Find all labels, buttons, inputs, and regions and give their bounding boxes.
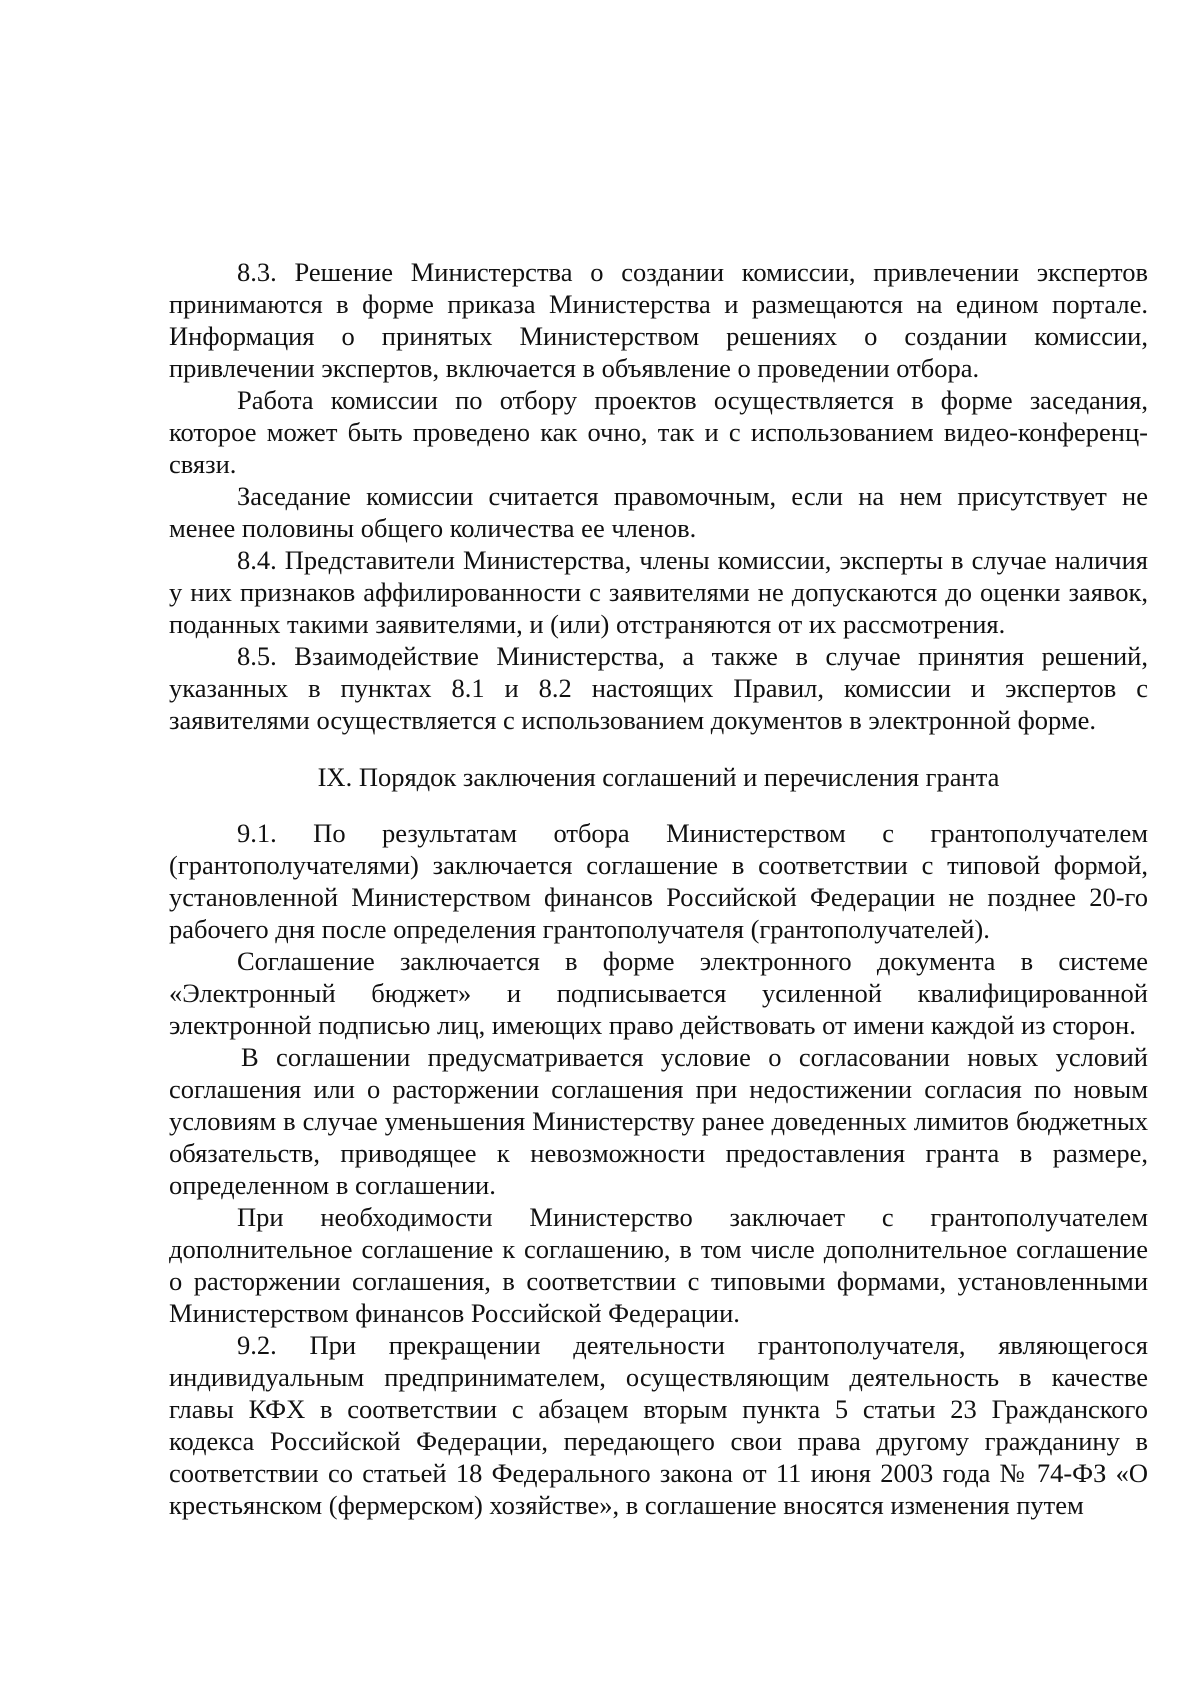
document-page — [169, 256, 1148, 1521]
paragraph-additional-agreement: При необходимости Министерство заключает с грантополучателем дополнительное соглашение к соглашению, в том числе дополнительное соглашение о расторжении соглашения, в соответствии с типовыми формами, установленными Министерством финансов Российской Федерации. — [169, 1202, 1148, 1328]
paragraph-8-3: 8.3. Решение Министерства о создании комиссии, привлечении экспертов принимаются в форме приказа Министерства и размещаются на едином портале. Информация о принятых Министерством решениях о создании комиссии, привлечении экспертов, включается в объявление о проведении отбора. — [169, 257, 1148, 383]
paragraph-electronic-signature: Соглашение заключается в форме электронного документа в системе «Электронный бюджет» и подписывается усиленной квалифицированной электронной подписью лиц, имеющих право действовать от имени каждой из сторон. — [169, 946, 1148, 1040]
paragraph-9-1: 9.1. По результатам отбора Министерством с грантополучателем (грантополучателями) заключается соглашение в соответствии с типовой формой, установленной Министерством финансов Российской Федерации не позднее 20-го рабочего дня после определения грантополучателя (грантополучателей). — [169, 818, 1148, 944]
paragraph-8-5: 8.5. Взаимодействие Министерства, а также в случае принятия решений, указанных в пунктах 8.1 и 8.2 настоящих Правил, комиссии и экспертов с заявителями осуществляется с использованием документов в электронной форме. — [169, 641, 1148, 735]
section-heading: IX. Порядок заключения соглашений и перечисления гранта — [317, 762, 1000, 792]
paragraph-9-2: 9.2. При прекращении деятельности грантополучателя, являющегося индивидуальным предпринимателем, осуществляющим деятельность в качестве главы КФХ в соответствии с абзацем вторым пункта 5 статьи 23 Гражданского кодекса Российской Федерации, передающего свои права другому гражданину в соответствии со статьей 18 Федерального закона от 11 июня 2003 года № 74-ФЗ «О крестьянском (фермерском) хозяйстве», в соглашение вносятся изменения путем — [169, 1330, 1148, 1520]
paragraph-8-4: 8.4. Представители Министерства, члены комиссии, эксперты в случае наличия у них признаков аффилированности с заявителями не допускаются до оценки заявок, поданных такими заявителями, и (или) отстраняются от их рассмотрения. — [169, 545, 1148, 639]
paragraph-new-conditions: В соглашении предусматривается условие о согласовании новых условий соглашения или о расторжении соглашения при недостижении согласия по новым условиям в случае уменьшения Министерству ранее доведенных лимитов бюджетных обязательств, приводящее к невозможности предоставления гранта в размере, определенном в соглашении. — [169, 1042, 1148, 1200]
paragraph-quorum: Заседание комиссии считается правомочным, если на нем присутствует не менее половины общего количества ее членов. — [169, 481, 1148, 543]
paragraph-commission-work: Работа комиссии по отбору проектов осуществляется в форме заседания, которое может быть проведено как очно, так и с использованием видео-конференц-связи. — [169, 385, 1148, 479]
